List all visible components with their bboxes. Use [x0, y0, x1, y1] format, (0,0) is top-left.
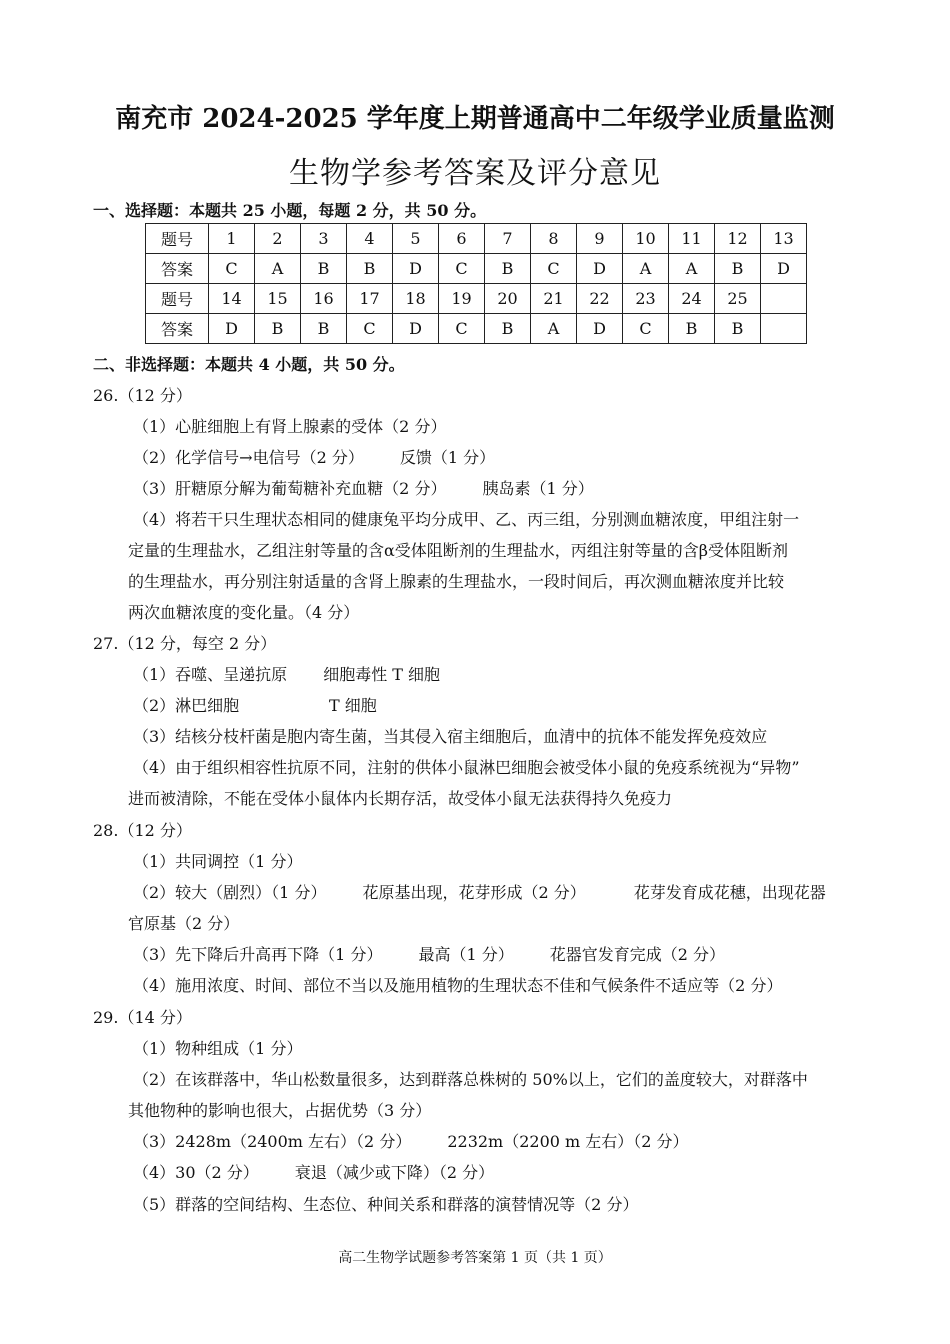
answer-26-4-line3: 的生理盐水，再分别注射适量的含肾上腺素的生理盐水，一段时间后，再次测血糖浓度并比较	[128, 572, 785, 591]
answer-cell: B	[715, 314, 761, 344]
question-number: 5	[393, 224, 439, 254]
answer-cell: C	[439, 254, 485, 284]
question-number: 21	[531, 284, 577, 314]
answer-28-2-b: 花原基出现，花芽形成（2 分）	[362, 883, 586, 902]
answer-26-2-a: （2）化学信号→电信号（2 分）	[133, 448, 364, 467]
answer-29-1: （1）物种组成（1 分）	[133, 1039, 303, 1058]
answer-cell: C	[531, 254, 577, 284]
answer-27-2-a: （2）淋巴细胞	[133, 696, 240, 715]
answer-27-1-b: 细胞毒性 T 细胞	[323, 665, 441, 684]
answer-29-3	[133, 1129, 689, 1152]
answer-28-3	[133, 942, 725, 965]
empty-cell	[761, 284, 807, 314]
question-number: 18	[393, 284, 439, 314]
question-number: 10	[623, 224, 669, 254]
question-29-heading: 29.（14 分）	[93, 1008, 192, 1027]
question-number: 12	[715, 224, 761, 254]
answer-26-3-a: （3）肝糖原分解为葡萄糖补充血糖（2 分）	[133, 479, 447, 498]
answer-cell: D	[761, 254, 807, 284]
answer-28-2-a: （2）较大（剧烈）（1 分）	[133, 883, 327, 902]
empty-cell	[761, 314, 807, 344]
question-number: 4	[347, 224, 393, 254]
answer-cell: B	[301, 314, 347, 344]
answer-cell: C	[209, 254, 255, 284]
answer-27-2-b: T 细胞	[329, 696, 377, 715]
answer-26-4-line1: （4）将若干只生理状态相同的健康兔平均分成甲、乙、丙三组，分别测血糖浓度，甲组注射一	[133, 510, 800, 529]
page-subtitle: 生物学参考答案及评分意见	[289, 156, 661, 191]
answer-29-4-a: （4）30（2 分）	[133, 1163, 259, 1182]
question-number: 16	[301, 284, 347, 314]
answer-cell: B	[715, 254, 761, 284]
answer-26-3	[133, 476, 594, 499]
answer-cell: A	[531, 314, 577, 344]
answer-28-1: （1）共同调控（1 分）	[133, 852, 303, 871]
answer-29-2-line2: 其他物种的影响也很大，占据优势（3 分）	[128, 1101, 432, 1120]
answer-28-3-b: 最高（1 分）	[418, 945, 514, 964]
answer-29-5: （5）群落的空间结构、生态位、种间关系和群落的演替情况等（2 分）	[133, 1195, 639, 1214]
answer-28-2-c: 花芽发育成花穗，出现花器	[633, 883, 826, 902]
answer-29-3-b: 2232m（2200 m 左右）（2 分）	[447, 1132, 689, 1151]
answer-29-4-b: 衰退（减少或下降）（2 分）	[294, 1163, 495, 1182]
answer-27-4-line1: （4）由于组织相容性抗原不同，注射的供体小鼠淋巴细胞会被受体小鼠的免疫系统视为“异物”	[133, 758, 800, 777]
question-28-heading: 28.（12 分）	[93, 821, 192, 840]
question-number: 3	[301, 224, 347, 254]
question-number: 20	[485, 284, 531, 314]
question-number: 11	[669, 224, 715, 254]
answer-cell: C	[439, 314, 485, 344]
table-row-answer-2	[146, 314, 807, 344]
answer-cell: A	[255, 254, 301, 284]
answer-28-2-line1	[133, 880, 826, 903]
answer-28-3-a: （3）先下降后升高再下降（1 分）	[133, 945, 383, 964]
answer-cell: D	[393, 254, 439, 284]
question-number: 8	[531, 224, 577, 254]
answer-27-1-a: （1）吞噬、呈递抗原	[133, 665, 288, 684]
answer-28-3-c: 花器官发育完成（2 分）	[549, 945, 726, 964]
question-number: 17	[347, 284, 393, 314]
answer-26-2-b: 反馈（1 分）	[399, 448, 496, 467]
question-number: 15	[255, 284, 301, 314]
answer-28-2-line2: 官原基（2 分）	[128, 914, 240, 933]
question-number: 19	[439, 284, 485, 314]
answer-27-3: （3）结核分枝杆菌是胞内寄生菌，当其侵入宿主细胞后，血清中的抗体不能发挥免疫效应	[133, 727, 768, 746]
page-footer: 高二生物学试题参考答案第 1 页（共 1 页）	[338, 1250, 612, 1266]
answer-26-3-b: 胰岛素（1 分）	[482, 479, 594, 498]
table-row-question-2	[146, 284, 807, 314]
answer-cell: D	[209, 314, 255, 344]
question-number: 7	[485, 224, 531, 254]
answer-26-1: （1）心脏细胞上有肾上腺素的受体（2 分）	[133, 417, 447, 436]
answer-cell: A	[623, 254, 669, 284]
answer-26-4-line2: 定量的生理盐水，乙组注射等量的含α受体阻断剂的生理盐水，丙组注射等量的含β受体阻断剂	[128, 541, 789, 560]
question-26-heading: 26.（12 分）	[93, 386, 192, 405]
question-number: 9	[577, 224, 623, 254]
answer-cell: D	[577, 314, 623, 344]
answer-28-4: （4）施用浓度、时间、部位不当以及施用植物的生理状态不佳和气候条件不适应等（2 分）	[133, 976, 783, 995]
answer-27-1	[133, 662, 440, 685]
answer-29-2-line1: （2）在该群落中，华山松数量很多，达到群落总株树的 50%以上，它们的盖度较大，对群落中	[133, 1070, 808, 1089]
section-heading-nonchoice: 二、非选择题：本题共 4 小题，共 50 分。	[93, 355, 405, 374]
answer-cell: D	[393, 314, 439, 344]
answer-cell: B	[485, 254, 531, 284]
answer-cell: B	[301, 254, 347, 284]
question-27-heading: 27.（12 分，每空 2 分）	[93, 634, 277, 653]
answer-cell: B	[669, 314, 715, 344]
table-row-answer-1	[146, 254, 807, 284]
answer-cell: C	[347, 314, 393, 344]
question-number: 22	[577, 284, 623, 314]
question-number: 2	[255, 224, 301, 254]
question-number: 23	[623, 284, 669, 314]
question-number: 24	[669, 284, 715, 314]
question-number: 25	[715, 284, 761, 314]
row-label: 答案	[146, 314, 209, 344]
answer-cell: C	[623, 314, 669, 344]
question-number: 6	[439, 224, 485, 254]
row-label: 题号	[146, 284, 209, 314]
answer-29-3-a: （3）2428m（2400m 左右）（2 分）	[133, 1132, 412, 1151]
table-row-question-1	[146, 224, 807, 254]
question-number: 14	[209, 284, 255, 314]
section-heading-choice: 一、选择题：本题共 25 小题，每题 2 分，共 50 分。	[93, 201, 487, 220]
answer-29-4	[133, 1160, 494, 1183]
page-title: 南充市 2024-2025 学年度上期普通高中二年级学业质量监测	[115, 104, 835, 134]
answer-table	[145, 223, 807, 344]
answer-cell: D	[577, 254, 623, 284]
answer-27-4-line2: 进而被清除，不能在受体小鼠体内长期存活，故受体小鼠无法获得持久免疫力	[128, 789, 673, 808]
answer-26-4-line4: 两次血糖浓度的变化量。（4 分）	[128, 603, 360, 622]
answer-cell: A	[669, 254, 715, 284]
answer-27-2	[133, 693, 377, 716]
question-number: 1	[209, 224, 255, 254]
answer-26-2	[133, 445, 495, 468]
row-label: 题号	[146, 224, 209, 254]
answer-cell: B	[485, 314, 531, 344]
answer-cell: B	[255, 314, 301, 344]
question-number: 13	[761, 224, 807, 254]
answer-cell: B	[347, 254, 393, 284]
row-label: 答案	[146, 254, 209, 284]
